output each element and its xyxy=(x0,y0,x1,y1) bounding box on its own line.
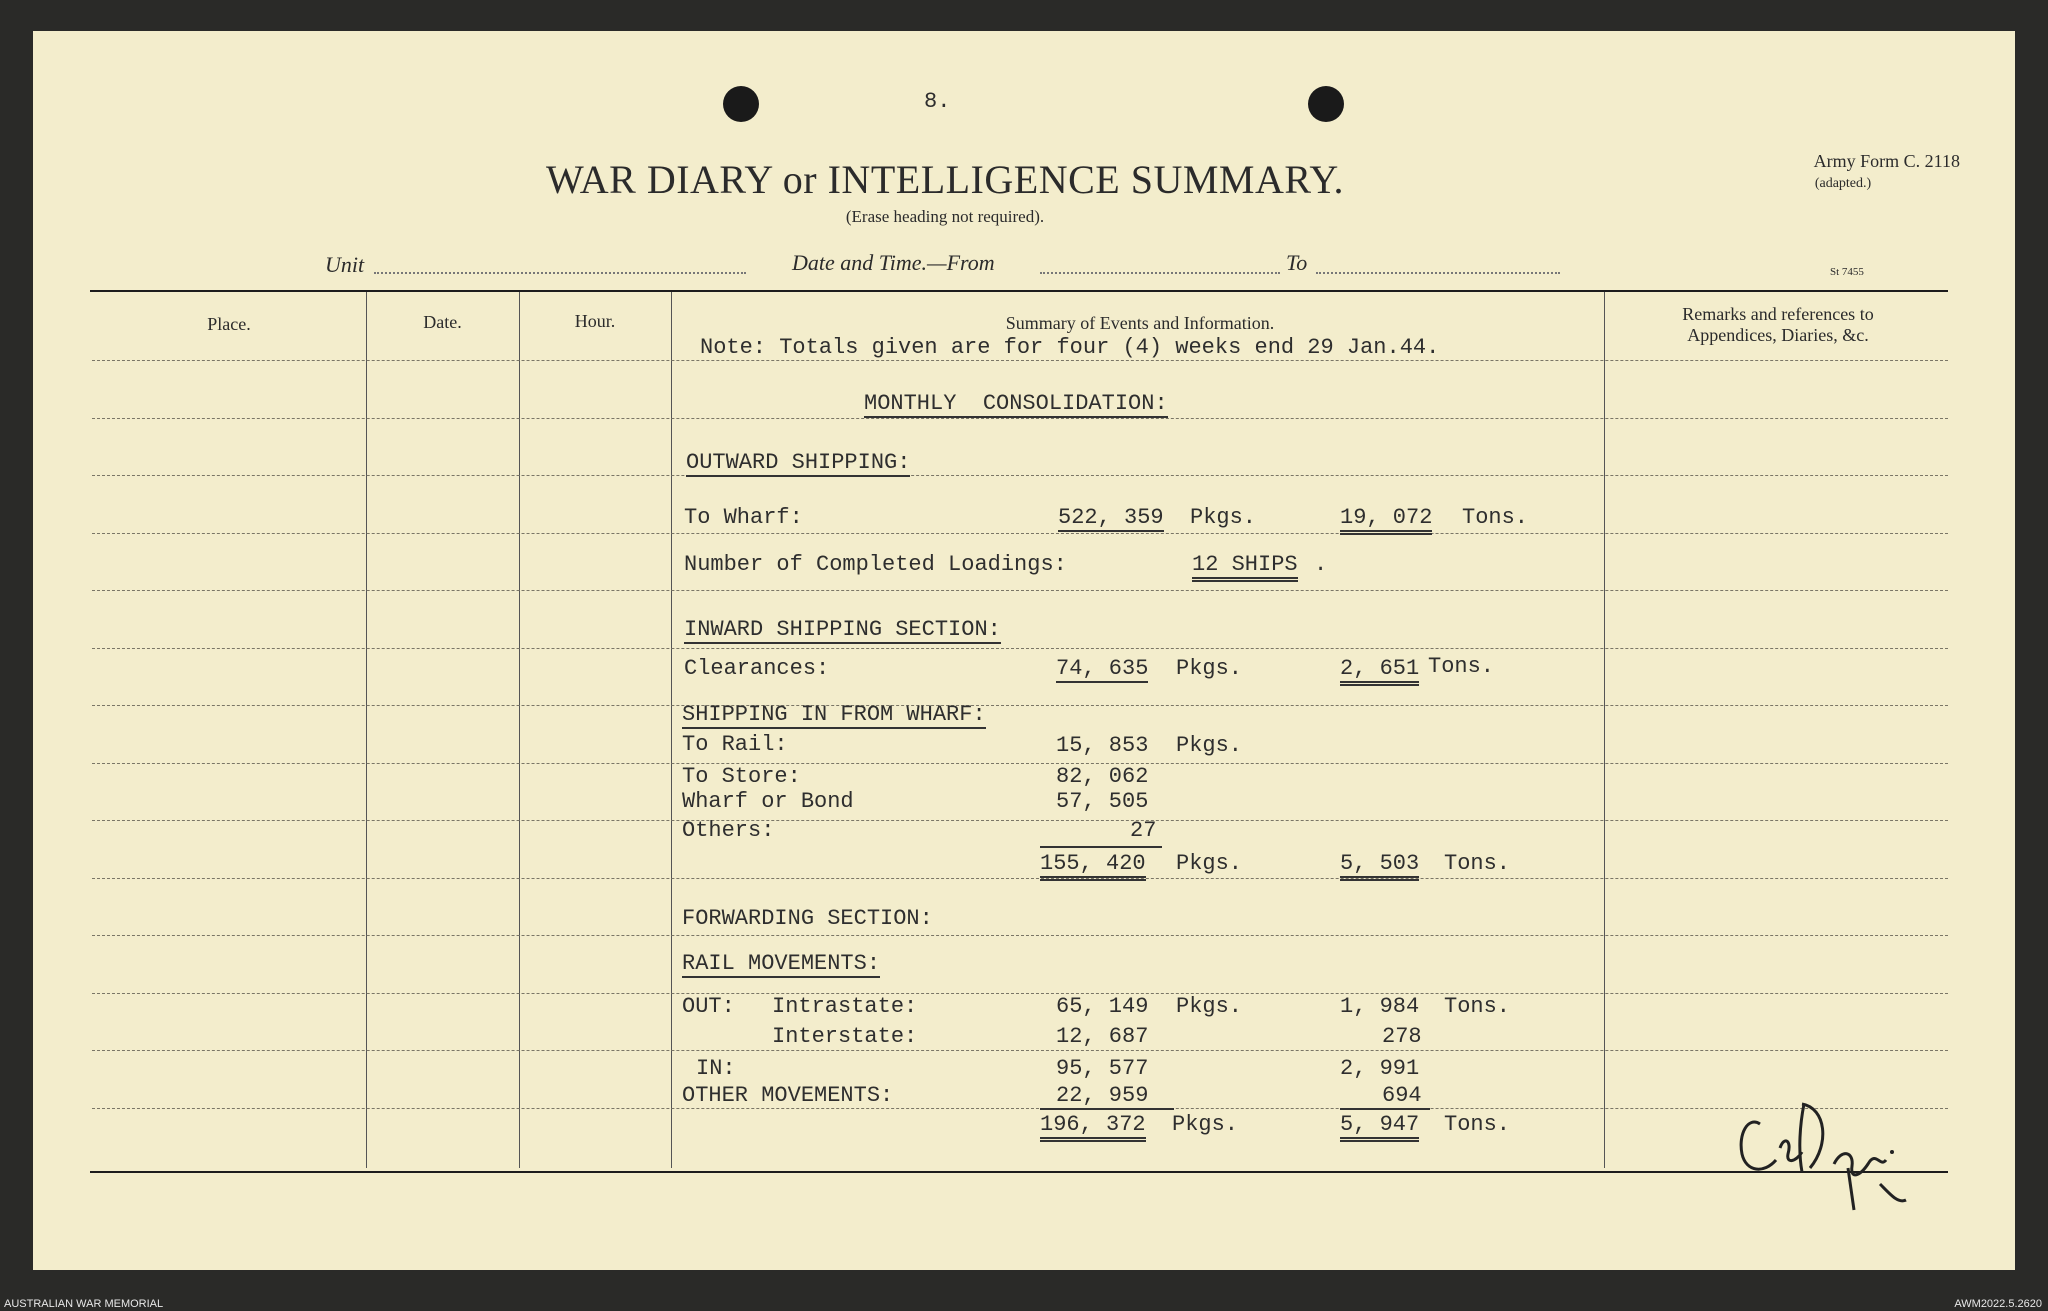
to-wharf-tons: 19, 072 xyxy=(1340,505,1432,535)
grand-total-rule xyxy=(1040,1108,1174,1110)
out-label: OUT: xyxy=(682,994,735,1019)
in-pkgs: 95, 577 xyxy=(1056,1056,1149,1081)
to-rail-pkgs: 15, 853 xyxy=(1056,733,1149,758)
grand-total-rule xyxy=(1340,1108,1430,1110)
pkgs-unit: Pkgs. xyxy=(1176,733,1243,758)
to-rail-label: To Rail: xyxy=(682,732,788,757)
other-movements-label: OTHER MOVEMENTS: xyxy=(682,1083,894,1108)
pkgs-unit: Pkgs. xyxy=(1176,994,1243,1019)
total-in-tons: 5, 503 xyxy=(1340,851,1419,881)
intrastate-pkgs: 65, 149 xyxy=(1056,994,1149,1019)
date-time-label: Date and Time.—From xyxy=(792,250,995,275)
ruled-line xyxy=(92,1108,1948,1109)
to-store-value: 82, 062 xyxy=(1056,764,1149,789)
loadings-period: . xyxy=(1314,552,1328,577)
column-header-hour: Hour. xyxy=(574,311,616,331)
pkgs-unit: Pkgs. xyxy=(1176,851,1243,876)
tons-unit: Tons. xyxy=(1428,654,1495,679)
ruled-line xyxy=(92,533,1948,534)
intrastate-tons: 1, 984 xyxy=(1340,994,1420,1019)
note-line: Note: Totals given are for four (4) weeks end 29 Jan.44. xyxy=(700,335,1440,360)
to-field-line xyxy=(1316,272,1560,274)
pkgs-unit: Pkgs. xyxy=(1176,656,1243,681)
table-top-rule xyxy=(90,290,1948,292)
ruled-line xyxy=(92,360,1948,361)
column-divider-hour xyxy=(671,292,672,1168)
stock-number: St 7455 xyxy=(1830,266,1864,278)
wharf-bond-label: Wharf or Bond xyxy=(682,789,854,814)
loadings-value: 12 SHIPS xyxy=(1192,552,1298,582)
footer-archive-name: AUSTRALIAN WAR MEMORIAL xyxy=(4,1298,164,1310)
interstate-tons: 278 xyxy=(1382,1024,1422,1049)
others-label: Others: xyxy=(682,818,775,843)
tons-unit: Tons. xyxy=(1462,505,1529,530)
loadings-label: Number of Completed Loadings: xyxy=(684,552,1067,577)
ruled-line xyxy=(92,878,1948,879)
subtotal-rule xyxy=(1040,846,1162,848)
handwritten-signature xyxy=(1730,1064,1930,1214)
page-title: WAR DIARY or INTELLIGENCE SUMMARY. xyxy=(545,157,1345,202)
page-subtitle: (Erase heading not required). xyxy=(845,207,1045,226)
ruled-line xyxy=(92,648,1948,649)
ruled-line xyxy=(92,705,1948,706)
others-value: 27 xyxy=(1130,818,1157,843)
footer-accession-number: AWM2022.5.2620 xyxy=(1954,1298,2042,1310)
tons-unit: Tons. xyxy=(1444,994,1511,1019)
page-number: 8. xyxy=(924,89,951,114)
form-adapted: (adapted.) xyxy=(1814,176,1872,191)
tons-unit: Tons. xyxy=(1444,851,1511,876)
to-store-label: To Store: xyxy=(682,764,801,789)
heading-outward-shipping: OUTWARD SHIPPING: xyxy=(686,450,911,475)
column-header-remarks-line1: Remarks and references to xyxy=(1682,304,1874,324)
ruled-line xyxy=(92,993,1948,994)
ruled-line xyxy=(92,820,1948,821)
form-reference: Army Form C. 2118 xyxy=(1813,151,1960,171)
clearances-tons: 2, 651 xyxy=(1340,656,1419,686)
ruled-line xyxy=(92,475,1948,476)
interstate-label: Interstate: xyxy=(772,1024,918,1049)
wharf-bond-value: 57, 505 xyxy=(1056,789,1149,814)
ruled-line xyxy=(92,1050,1948,1051)
to-wharf-label: To Wharf: xyxy=(684,505,803,530)
clearances-label: Clearances: xyxy=(684,656,830,681)
pkgs-unit: Pkgs. xyxy=(1190,505,1257,530)
other-movements-pkgs: 22, 959 xyxy=(1056,1083,1149,1108)
punch-hole-left xyxy=(723,86,759,122)
to-wharf-pkgs: 522, 359 xyxy=(1058,505,1164,530)
in-tons: 2, 991 xyxy=(1340,1056,1420,1081)
column-header-date: Date. xyxy=(423,312,462,332)
heading-forwarding-section: FORWARDING SECTION: xyxy=(682,906,933,931)
total-in-pkgs: 155, 420 xyxy=(1040,851,1146,881)
ruled-line xyxy=(92,418,1948,419)
ruled-line xyxy=(92,763,1948,764)
column-header-summary: Summary of Events and Information. xyxy=(1005,313,1275,333)
unit-field-line xyxy=(374,272,746,274)
column-header-place: Place. xyxy=(207,314,251,334)
ruled-line xyxy=(92,590,1948,591)
unit-label: Unit xyxy=(325,252,365,277)
column-divider-place xyxy=(366,292,367,1168)
to-label: To xyxy=(1286,250,1308,275)
grand-total-pkgs: 196, 372 xyxy=(1040,1112,1146,1142)
column-divider-date xyxy=(519,292,520,1168)
other-movements-tons: 694 xyxy=(1382,1083,1422,1108)
column-header-remarks-line2: Appendices, Diaries, &c. xyxy=(1687,325,1869,345)
punch-hole-right xyxy=(1308,86,1344,122)
heading-shipping-in-from-wharf: SHIPPING IN FROM WHARF: xyxy=(682,702,986,727)
column-divider-summary xyxy=(1604,292,1605,1168)
heading-monthly-consolidation: MONTHLY CONSOLIDATION: xyxy=(864,391,1168,416)
interstate-pkgs: 12, 687 xyxy=(1056,1024,1149,1049)
from-field-line xyxy=(1040,272,1280,274)
pkgs-unit: Pkgs. xyxy=(1172,1112,1239,1137)
ruled-line xyxy=(92,935,1948,936)
in-label: IN: xyxy=(696,1056,736,1081)
grand-total-tons: 5, 947 xyxy=(1340,1112,1419,1142)
tons-unit: Tons. xyxy=(1444,1112,1511,1137)
table-bottom-rule xyxy=(90,1171,1948,1173)
heading-rail-movements: RAIL MOVEMENTS: xyxy=(682,951,881,976)
heading-inward-shipping: INWARD SHIPPING SECTION: xyxy=(684,617,1001,642)
clearances-pkgs: 74, 635 xyxy=(1056,656,1149,681)
intrastate-label: Intrastate: xyxy=(772,994,918,1019)
